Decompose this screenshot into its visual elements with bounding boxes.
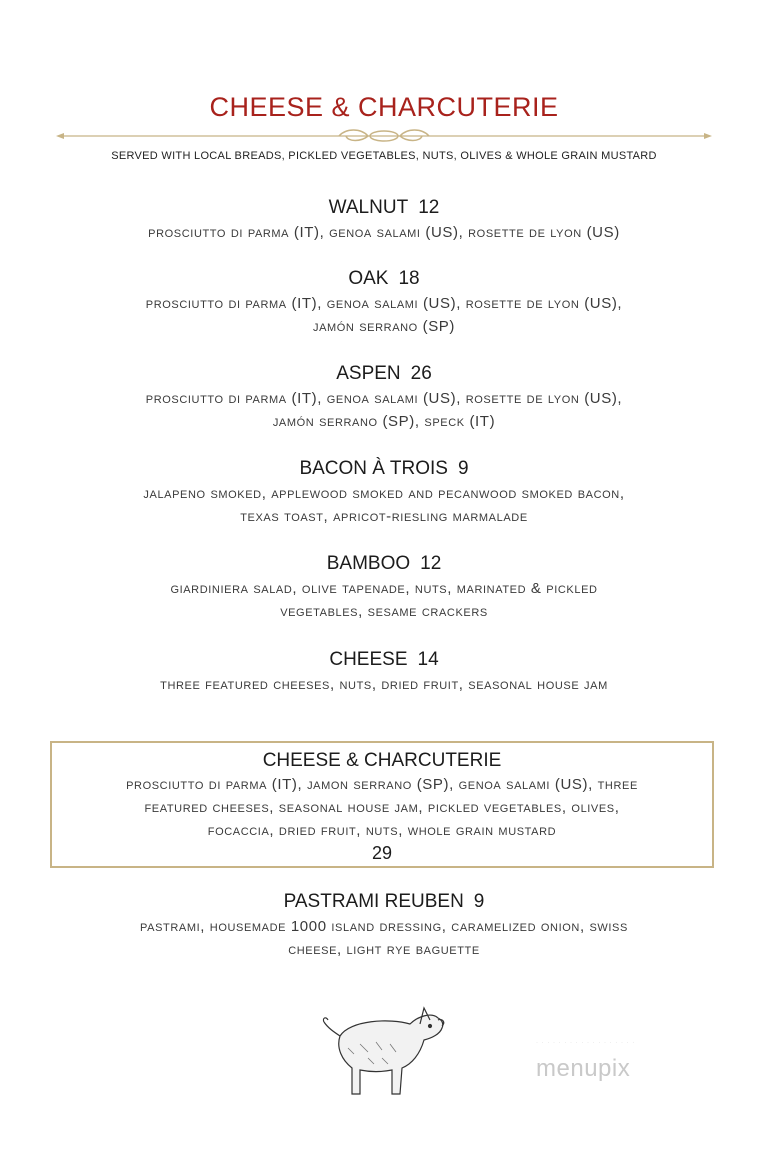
item-price: 9 <box>473 891 485 912</box>
item-name: PASTRAMI REUBEN <box>283 891 464 912</box>
item-description: giardiniera salad, olive tapenade, nuts, marinated & pickled <box>170 580 598 597</box>
menu-item-pastrami-reuben <box>0 890 768 961</box>
item-description: cheese, light rye baguette <box>288 941 480 958</box>
featured-item-box <box>50 741 714 868</box>
item-description: prosciutto di parma (IT), genoa salami (US), rosette de lyon (US), <box>145 390 623 407</box>
featured-description: prosciutto di parma (IT), jamon serrano (SP), genoa salami (US), three <box>126 776 638 793</box>
item-description: pastrami, housemade 1000 island dressing, caramelized onion, swiss <box>140 918 628 935</box>
menu-item-bamboo <box>0 552 768 623</box>
item-description: jalapeno smoked, applewood smoked and pecanwood smoked bacon, <box>143 485 625 502</box>
featured-description: focaccia, dried fruit, nuts, whole grain mustard <box>207 822 557 839</box>
item-price: 9 <box>457 458 469 479</box>
item-description: three featured cheeses, nuts, dried fruit, seasonal house jam <box>160 676 608 693</box>
item-name: BACON À TROIS <box>299 458 448 479</box>
item-price: 12 <box>420 553 442 574</box>
item-price: 14 <box>417 649 439 670</box>
item-name: OAK <box>348 268 389 289</box>
ornamental-divider <box>56 126 712 146</box>
menu-item-cheese <box>0 648 768 696</box>
menu-title: CHEESE & CHARCUTERIE <box>209 92 559 122</box>
item-price: 18 <box>398 268 420 289</box>
watermark-logo: menupix <box>536 1055 631 1082</box>
item-description: texas toast, apricot-riesling marmalade <box>240 508 528 525</box>
menu-item-walnut <box>0 196 768 244</box>
item-description: vegetables, sesame crackers <box>280 603 488 620</box>
item-description: prosciutto di parma (IT), genoa salami (US), rosette de lyon (US), <box>145 295 623 312</box>
item-description: jamón serrano (SP), speck (IT) <box>272 413 496 430</box>
pig-icon <box>320 998 450 1108</box>
menu-item-aspen <box>0 362 768 433</box>
menu-item-bacon-a-trois <box>0 457 768 528</box>
featured-name: CHEESE & CHARCUTERIE <box>262 750 502 771</box>
item-name: ASPEN <box>336 363 401 384</box>
item-name: CHEESE <box>329 649 408 670</box>
item-price: 12 <box>418 197 440 218</box>
featured-description: featured cheeses, seasonal house jam, pickled vegetables, olives, <box>144 799 620 816</box>
menu-subtitle: SERVED WITH LOCAL BREADS, PICKLED VEGETABLES, NUTS, OLIVES & WHOLE GRAIN MUSTARD <box>111 150 657 162</box>
item-name: BAMBOO <box>326 553 411 574</box>
featured-price: 29 <box>371 843 393 863</box>
item-description: jamón serrano (SP) <box>312 318 456 335</box>
item-price: 26 <box>410 363 432 384</box>
item-description: prosciutto di parma (IT), genoa salami (US), rosette de lyon (US) <box>148 224 620 241</box>
watermark-dots: · · · · · · · · · · · · · · · · · · <box>536 1040 636 1046</box>
menu-item-oak <box>0 267 768 338</box>
item-name: WALNUT <box>328 197 409 218</box>
